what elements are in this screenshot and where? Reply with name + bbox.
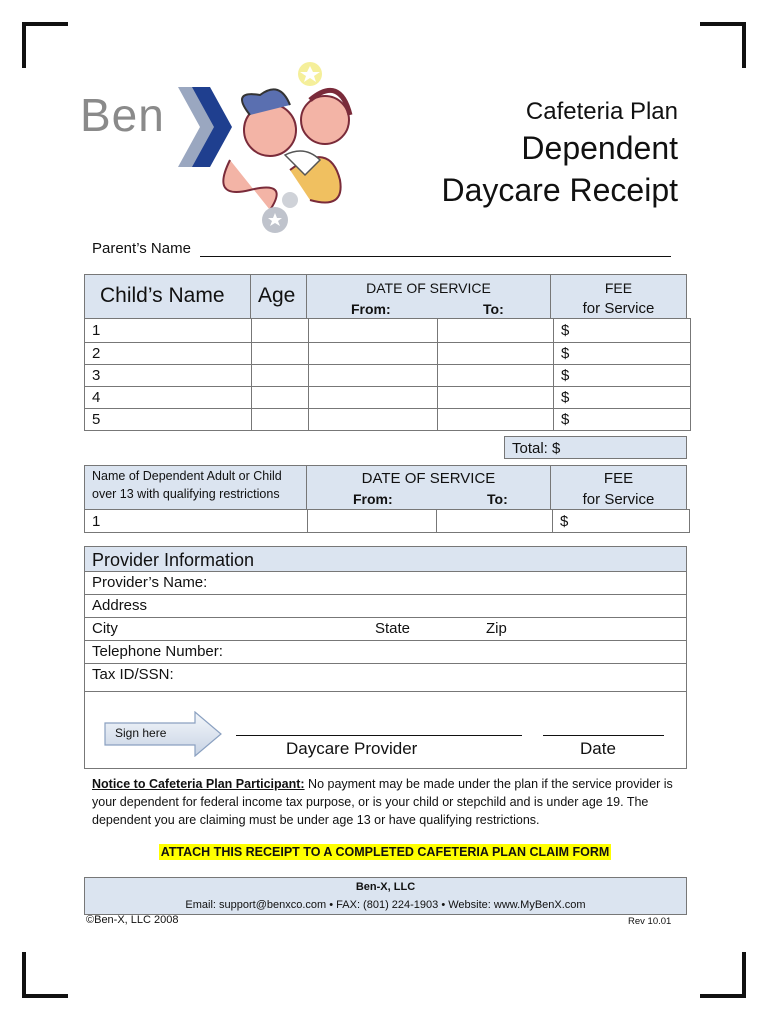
- notice-heading: Notice to Cafeteria Plan Participant:: [92, 777, 305, 791]
- fee-cell[interactable]: $: [554, 387, 691, 409]
- to-cell[interactable]: [438, 365, 554, 387]
- fee-cell[interactable]: $: [554, 343, 691, 365]
- adult-fee-header: FEE for Service: [550, 465, 687, 510]
- crop-mark-bl-h: [22, 994, 68, 998]
- tax-id-row[interactable]: Tax ID/SSN:: [84, 663, 687, 692]
- age-cell[interactable]: [252, 409, 309, 431]
- table-row: [85, 387, 691, 409]
- to-cell[interactable]: [438, 343, 554, 365]
- from-cell[interactable]: [309, 365, 438, 387]
- provider-header: Provider Information: [84, 546, 687, 572]
- date-label: Date: [580, 739, 616, 758]
- child-name-header: Child’s Name: [84, 274, 251, 319]
- signature-area: [84, 691, 687, 769]
- title-cafeteria-plan: Cafeteria Plan: [525, 98, 678, 125]
- child-name-cell[interactable]: 2: [85, 343, 252, 365]
- signature-line[interactable]: [236, 735, 522, 736]
- total-box[interactable]: Total: $: [504, 436, 687, 459]
- child-name-cell[interactable]: 1: [85, 319, 252, 343]
- from-cell[interactable]: [308, 510, 437, 533]
- fee-cell[interactable]: $: [554, 365, 691, 387]
- footer-contact: Email: support@benxco.com • FAX: (801) 224-1903 • Website: www.MyBenX.com: [185, 899, 586, 911]
- fee-cell[interactable]: $: [554, 409, 691, 431]
- copyright: ©Ben-X, LLC 2008: [86, 914, 179, 926]
- attach-notice: ATTACH THIS RECEIPT TO A COMPLETED CAFETERIA PLAN CLAIM FORM: [160, 845, 610, 859]
- child-name-cell[interactable]: 5: [85, 409, 252, 431]
- crop-mark-br-v: [742, 952, 746, 998]
- notice-body: No payment may be made under the plan if the service provider is your dependent for federal income tax purpose, or is your child or stepchild and is under age 19. The dependent you are claiming must be under age 13 or have qualifying restrictions.: [92, 777, 673, 827]
- age-cell[interactable]: [252, 343, 309, 365]
- to-cell[interactable]: [438, 387, 554, 409]
- fee-cell[interactable]: $: [554, 319, 691, 343]
- from-cell[interactable]: [309, 387, 438, 409]
- adult-name-cell[interactable]: 1: [85, 510, 308, 533]
- adult-rows: [84, 509, 690, 533]
- crop-mark-tl-v: [22, 22, 26, 68]
- fee-cell[interactable]: $: [553, 510, 690, 533]
- crop-mark-br-h: [700, 994, 746, 998]
- age-header: Age: [250, 274, 307, 319]
- notice-paragraph: [92, 775, 690, 829]
- date-line[interactable]: [543, 735, 664, 736]
- cartoon-children-icon: [210, 60, 360, 235]
- table-row: [85, 343, 691, 365]
- provider-name-row[interactable]: Provider’s Name:: [84, 571, 687, 595]
- age-cell[interactable]: [252, 365, 309, 387]
- crop-mark-bl-v: [22, 952, 26, 998]
- daycare-provider-label: Daycare Provider: [286, 739, 418, 758]
- adult-date-header: DATE OF SERVICE From: To:: [306, 465, 551, 510]
- telephone-row[interactable]: Telephone Number:: [84, 640, 687, 664]
- age-cell[interactable]: [252, 387, 309, 409]
- to-cell[interactable]: [437, 510, 553, 533]
- to-cell[interactable]: [438, 409, 554, 431]
- child-name-cell[interactable]: 3: [85, 365, 252, 387]
- table-row: [85, 510, 690, 533]
- address-row[interactable]: Address: [84, 594, 687, 618]
- title-dependent: Dependent: [521, 130, 678, 166]
- fee-header: FEE for Service: [550, 274, 687, 319]
- crop-mark-tr-v: [742, 22, 746, 68]
- from-cell[interactable]: [309, 343, 438, 365]
- age-cell[interactable]: [252, 319, 309, 343]
- footer-box: [84, 877, 687, 915]
- logo-text: Ben: [80, 89, 165, 141]
- crop-mark-tl-h: [22, 22, 68, 26]
- table-row: [85, 319, 691, 343]
- title-daycare-receipt: Daycare Receipt: [441, 172, 678, 208]
- crop-mark-tr-h: [700, 22, 746, 26]
- footer-company: Ben-X, LLC: [355, 881, 416, 893]
- adult-name-header: Name of Dependent Adult or Child over 13 with qualifying restrictions: [84, 465, 307, 510]
- revision: Rev 10.01: [628, 916, 672, 927]
- benx-logo: [80, 60, 350, 240]
- child-name-cell[interactable]: 4: [85, 387, 252, 409]
- parent-name-label: Parent’s Name: [92, 240, 191, 257]
- parent-name-field[interactable]: [200, 256, 671, 257]
- from-cell[interactable]: [309, 409, 438, 431]
- city-state-zip-row[interactable]: City State Zip: [84, 617, 687, 641]
- sign-here-arrow[interactable]: Sign here: [103, 711, 223, 757]
- children-rows: [84, 318, 691, 431]
- table-row: [85, 365, 691, 387]
- to-cell[interactable]: [438, 319, 554, 343]
- date-of-service-header: DATE OF SERVICE From: To:: [306, 274, 551, 319]
- from-cell[interactable]: [309, 319, 438, 343]
- table-row: [85, 409, 691, 431]
